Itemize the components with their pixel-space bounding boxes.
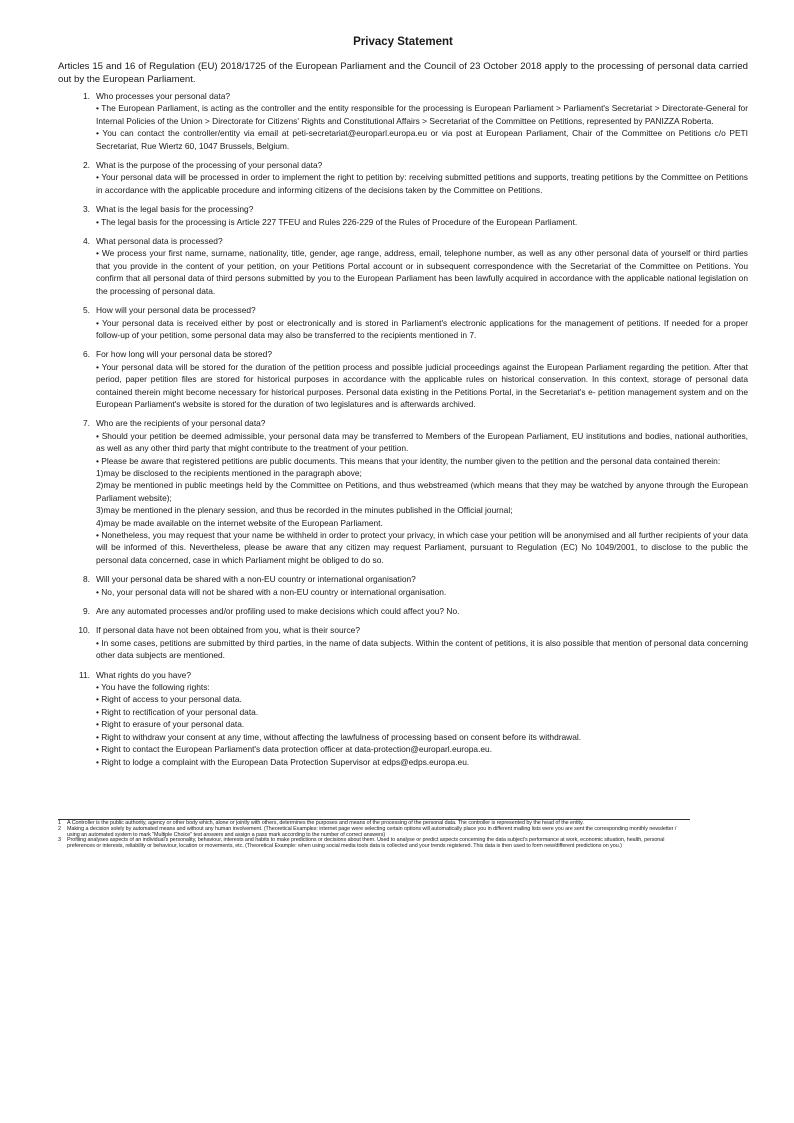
answer-line: • Nonetheless, you may request that your name be withheld in order to protect your privacy, in which case your petition will be anonymised and all further recipients of your data will be informed of this. Nevertheless, please be aware that any citizen may request Parliament, pursuant to Regulation (EC) No 1049/2001, to disclose to the public the personal data concerned, case in which Parliament might be obliged to do so. xyxy=(96,530,748,565)
question-item xyxy=(58,304,748,341)
question-item xyxy=(58,605,748,617)
item-number: 7. xyxy=(83,418,90,429)
item-answer xyxy=(96,681,748,768)
answer-line: • We process your first name, surname, nationality, title, gender, age range, address, email, telephone number, as well as any other personal data of yourself or third parties that you provide in the content of your petition, on your Petitions Portal account or in subsequent correspondence with the Secretariat of the Committee on Petitions. You confirm that all personal data of third persons submitted by you to the European Parliament has been lawfully acquired in accordance with the applicable national legislation on the processing of personal data. xyxy=(96,248,748,296)
answer-line: • Right to rectification of your personal data. xyxy=(96,706,259,717)
item-number: 2. xyxy=(83,160,90,171)
item-question: For how long will your personal data be stored? xyxy=(96,349,272,360)
item-number: 3. xyxy=(83,204,90,215)
answer-line: • Right to erasure of your personal data. xyxy=(96,719,245,730)
questions-list xyxy=(58,90,748,768)
answer-line: • In some cases, petitions are submitted by third parties, in the name of data subjects. Within the content of petitions, it is also possible that mention of personal data concerning other data subjects are mentioned. xyxy=(96,637,748,661)
item-number: 5. xyxy=(83,305,90,316)
footnote-text: Making a decision solely by automated means and without any human involvement. (Theoretical Examples: internet page were selecting certain options will automatically place you in different mailing lists were you are sent the corresponding monthly newsletter / using an automated system to mark "Multiple Choice" test answers and assign a pass mark according to the number of correct answers) xyxy=(67,825,677,838)
item-question: If personal data have not been obtained from you, what is their source? xyxy=(96,625,360,636)
item-number: 1. xyxy=(83,91,90,101)
answer-line: • Please be aware that registered petitions are public documents. This means that your identity, the number given to the petition and the personal data contained therein: xyxy=(96,455,721,466)
question-item xyxy=(58,159,748,196)
footnote-list xyxy=(58,821,690,850)
item-answer xyxy=(96,247,748,297)
item-question: What rights do you have? xyxy=(96,669,191,680)
item-number: 10. xyxy=(78,625,90,636)
answer-line: • Right to withdraw your consent at any time, without affecting the lawfulness of processing based on consent before its withdrawal. xyxy=(96,731,582,742)
footnote xyxy=(58,838,690,850)
answer-line: 4)may be made available on the internet website of the European Parliament. xyxy=(96,517,383,528)
answer-line: • Right to lodge a complaint with the European Data Protection Supervisor at edps@edps.europa.eu. xyxy=(96,756,470,767)
privacy-document xyxy=(58,36,748,775)
item-number: 6. xyxy=(83,349,90,360)
footnote-number: 3 xyxy=(58,837,61,844)
item-answer xyxy=(96,430,748,566)
item-question: What is the purpose of the processing of your personal data? xyxy=(96,160,323,171)
item-number: 8. xyxy=(83,574,90,585)
question-item xyxy=(58,348,748,410)
answer-line: • Right of access to your personal data. xyxy=(96,694,242,705)
item-answer xyxy=(96,102,748,152)
answer-line: • Right to contact the European Parliament's data protection officer at data-protection@europarl.europa.eu. xyxy=(96,744,493,755)
answer-line: 3)may be mentioned in the plenary session, and thus be recorded in the minutes published in the Official journal; xyxy=(96,505,513,516)
question-item xyxy=(58,90,748,152)
item-question: What is the legal basis for the processing? xyxy=(96,204,254,215)
item-answer xyxy=(96,171,748,196)
item-question: Are any automated processes and/or profiling used to make decisions which could affect you? No. xyxy=(96,606,460,617)
question-item xyxy=(58,669,748,768)
item-question: Will your personal data be shared with a non-EU country or international organisation? xyxy=(96,574,416,585)
footnote-number: 1 xyxy=(58,820,61,826)
item-answer xyxy=(96,586,748,598)
item-answer xyxy=(96,637,748,662)
item-question: What personal data is processed? xyxy=(96,236,223,247)
answer-line: • You have the following rights: xyxy=(96,682,210,693)
answer-line: 2)may be mentioned in public meetings held by the Committee on Petitions, and thus webstreamed (which means that they may be watched by anyone through the European Parliament website); xyxy=(96,480,748,503)
question-item xyxy=(58,235,748,297)
footnotes xyxy=(58,819,690,850)
item-answer xyxy=(96,361,748,411)
answer-line: • You can contact the controller/entity via email at peti-secretariat@europarl.europa.eu or via post at European Parliament, Chair of the Committee on Petitions c/o PETI Secretariat, Rue Wiertz 60, 1047 Brussels, Belgium. xyxy=(96,128,748,151)
answer-line: • Your personal data is received either by post or electronically and is stored in Parliament's electronic applications for the management of petitions. If needed for a proper follow-up of your petition, some personal data may also be transferred to the recipients mentioned in 7. xyxy=(96,317,748,340)
answer-line: • Should your petition be deemed admissible, your personal data may be transferred to Members of the European Parliament, EU institutions and bodies, national authorities, as well as any other third party that might contribute to the treatment of your petition. xyxy=(96,430,748,454)
answer-line: • Your personal data will be stored for the duration of the petition process and possible judicial proceedings against the European Parliament regarding the petition. After that period, paper petition files are stored for historical purposes in accordance with the applicable rules on historical conservation. In this context, storage of personal data contained therein might become necessary for historical purposes. Personal data existing in the Petitions Portal, in the Secretariat's e- petition management system and on the European Parliament's website is stored for the duration of two legislatures and is afterwards archived. xyxy=(96,361,748,409)
item-answer xyxy=(96,216,748,228)
item-answer xyxy=(96,317,748,342)
footnote-number: 2 xyxy=(58,825,61,832)
page-title: Privacy Statement xyxy=(353,36,453,48)
item-question: How will your personal data be processed? xyxy=(96,305,256,316)
footnote-text: A Controller is the public authority, agency or other body which, alone or jointly with others, determines the purposes and means of the processing of the personal data. The controller is represented by the head of the entity. xyxy=(67,820,584,826)
footnote-text: Profiling analyses aspects of an individual's personality, behaviour, interests and habits to make predictions or decisions about them. Used to analyse or predict aspects concerning the data subject's performance at work, economic situation, health, personal preferences or interests, reliability or behaviour, location or movements, etc. (Theoretical Example: when using social media tools data is collected and your trends registered. This data is then used to form new/different predictions on you.) xyxy=(67,837,665,850)
question-item xyxy=(58,573,748,598)
answer-line: • The European Parliament, is acting as the controller and the entity responsible for the processing is European Parliament > Parliament's Secretariat > Directorate-General for Internal Policies of the Union > Directorate for Citizens' Rights and Constitutional Affairs > Secretariat of the Committee on Petitions, represented by PANIZZA Roberta. xyxy=(96,103,748,126)
answer-line: • The legal basis for the processing is Article 227 TFEU and Rules 226-229 of the Rules of Procedure of the European Parliament. xyxy=(96,216,578,227)
question-item xyxy=(58,203,748,228)
item-number: 9. xyxy=(83,606,90,617)
item-question: Who processes your personal data? xyxy=(96,91,231,101)
question-item xyxy=(58,417,748,566)
item-number: 11. xyxy=(78,669,90,680)
answer-line: 1)may be disclosed to the recipients mentioned in the paragraph above; xyxy=(96,467,362,478)
item-number: 4. xyxy=(83,236,90,247)
question-item xyxy=(58,624,748,661)
item-question: Who are the recipients of your personal data? xyxy=(96,418,266,429)
answer-line: • No, your personal data will not be shared with a non-EU country or international organisation. xyxy=(96,586,447,597)
answer-line: • Your personal data will be processed in order to implement the right to petition by: receiving submitted petitions and supports, treating petitions by the Committee on Petitions in accordance with the applicable procedure and informing citizens of the decisions taken by the Committee on Petitions. xyxy=(96,172,748,195)
intro-paragraph: Articles 15 and 16 of Regulation (EU) 2018/1725 of the European Parliament and the Council of 23 October 2018 apply to the processing of personal data carried out by the European Parliament. xyxy=(58,61,748,85)
